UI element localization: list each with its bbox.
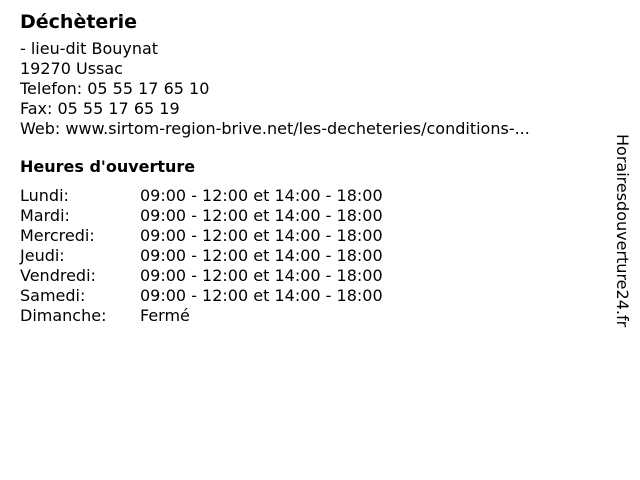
time-range: 09:00 - 12:00 et 14:00 - 18:00 — [140, 246, 383, 265]
time-range: 09:00 - 12:00 et 14:00 - 18:00 — [140, 266, 383, 285]
day-label: Samedi: — [20, 286, 86, 305]
time-range: 09:00 - 12:00 et 14:00 - 18:00 — [140, 226, 383, 245]
day-label: Vendredi: — [20, 266, 96, 285]
opening-hours-heading: Heures d'ouverture — [20, 157, 196, 176]
day-label: Lundi: — [20, 186, 69, 205]
business-card — [20, 9, 600, 326]
time-range: Fermé — [140, 306, 190, 325]
day-label: Mercredi: — [20, 226, 95, 245]
opening-hours-table — [20, 186, 383, 326]
phone-number: Telefon: 05 55 17 65 10 — [20, 79, 210, 98]
day-label: Jeudi: — [20, 246, 65, 265]
day-label: Mardi: — [20, 206, 70, 225]
website-link[interactable]: Web: www.sirtom-region-brive.net/les-decheteries/conditions-... — [20, 119, 530, 138]
fax-number: Fax: 05 55 17 65 19 — [20, 99, 180, 118]
site-watermark: Horairesdouverture24.fr — [613, 134, 632, 328]
hours-row-vendredi — [20, 266, 383, 286]
day-label: Dimanche: — [20, 306, 107, 325]
hours-row-lundi — [20, 186, 383, 206]
hours-row-mercredi — [20, 226, 383, 246]
hours-row-samedi — [20, 286, 383, 306]
time-range: 09:00 - 12:00 et 14:00 - 18:00 — [140, 206, 383, 225]
hours-row-dimanche — [20, 306, 383, 326]
time-range: 09:00 - 12:00 et 14:00 - 18:00 — [140, 186, 383, 205]
time-range: 09:00 - 12:00 et 14:00 - 18:00 — [140, 286, 383, 305]
hours-row-mardi — [20, 206, 383, 226]
business-title: Déchèterie — [20, 11, 138, 33]
hours-row-jeudi — [20, 246, 383, 266]
address-street: - lieu-dit Bouynat — [20, 39, 159, 58]
address-city: 19270 Ussac — [20, 59, 123, 78]
